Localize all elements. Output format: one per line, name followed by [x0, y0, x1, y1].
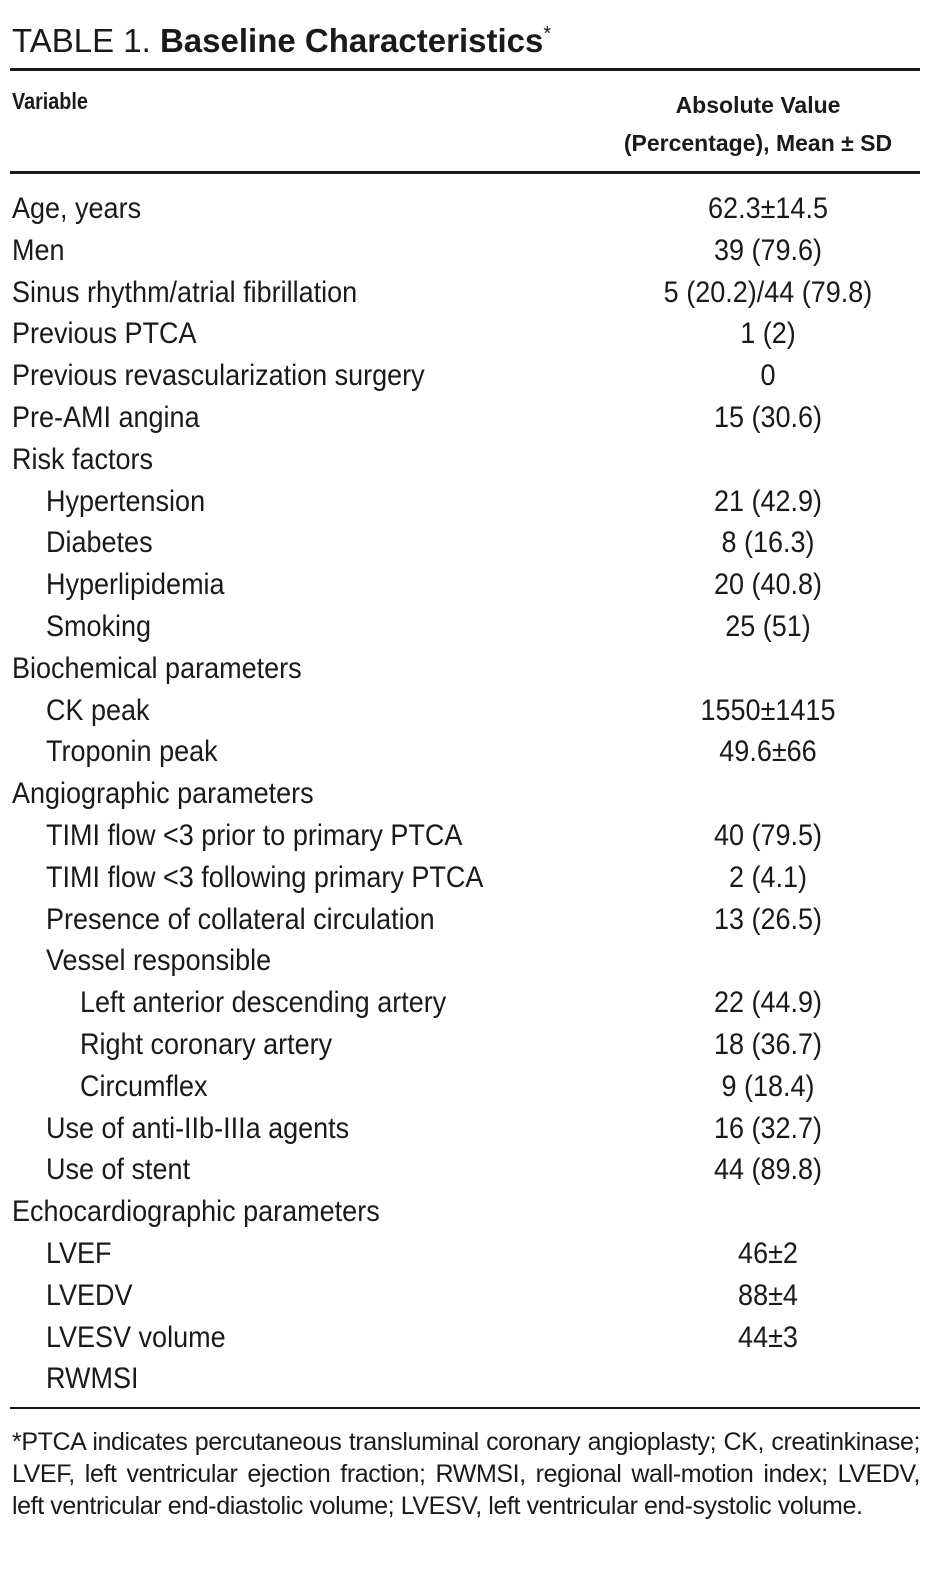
- row-label: TIMI flow <3 prior to primary PTCA: [46, 818, 463, 852]
- row-label: Right coronary artery: [80, 1027, 333, 1061]
- table-row: [0, 731, 952, 773]
- table-row: [0, 1149, 952, 1191]
- row-label: Circumflex: [80, 1069, 208, 1103]
- table-row: [0, 1066, 952, 1108]
- row-value: 18 (36.7): [713, 1027, 823, 1061]
- table-row: [0, 230, 952, 272]
- title-footnote-marker: *: [543, 23, 552, 45]
- table-row: [0, 564, 952, 606]
- row-value: 62.3±14.5: [708, 192, 828, 225]
- row-label: LVESV volume: [46, 1320, 226, 1354]
- table-row: [0, 397, 952, 439]
- table-row: [0, 982, 952, 1024]
- row-value: 9 (18.4): [721, 1069, 815, 1103]
- table-row: [0, 1358, 952, 1400]
- row-label: Echocardiographic parameters: [12, 1195, 380, 1229]
- table-row: [0, 857, 952, 899]
- table-row: [0, 439, 952, 481]
- row-value: 8 (16.3): [721, 526, 815, 560]
- row-label: Previous PTCA: [12, 317, 197, 351]
- table-row: [0, 313, 952, 355]
- table-title-text: Baseline Characteristics: [159, 22, 544, 59]
- table-row: [0, 773, 952, 815]
- table-row: [0, 899, 952, 941]
- row-label: Diabetes: [46, 526, 153, 560]
- row-value: 88±4: [738, 1278, 798, 1312]
- row-value: 21 (42.9): [713, 484, 823, 518]
- table-row: [0, 940, 952, 982]
- row-label: Pre-AMI angina: [12, 400, 200, 434]
- row-label: Use of anti-IIb-IIIa agents: [46, 1111, 350, 1145]
- row-value: 40 (79.5): [713, 818, 823, 852]
- top-rule: [10, 68, 920, 71]
- table-row: [0, 815, 952, 857]
- row-label: CK peak: [46, 693, 150, 727]
- row-label: Men: [12, 233, 65, 267]
- row-value: 13 (26.5): [713, 902, 823, 936]
- row-label: Previous revascularization surgery: [12, 359, 425, 393]
- table-row: [0, 1024, 952, 1066]
- row-label: Left anterior descending artery: [80, 986, 447, 1020]
- row-value: 44 (89.8): [713, 1153, 823, 1187]
- table-row: [0, 272, 952, 314]
- table-footnote: *PTCA indicates percutaneous transluminal coronary angioplasty; CK, creatinkinase; LVEF, left ventricular ejection fraction; RWMSI, regional wall-motion index; LVEDV, left ventricular end-diastolic volume; LVESV, left ventricular end-systolic volume.: [12, 1428, 920, 1520]
- row-label: Use of stent: [46, 1153, 191, 1187]
- header-value-line1: Absolute Value: [675, 92, 841, 118]
- row-value: 22 (44.9): [713, 986, 823, 1020]
- table-row: [0, 522, 952, 564]
- row-value: 44±3: [738, 1320, 798, 1354]
- row-value: 25 (51): [725, 609, 811, 643]
- header-rule: [10, 171, 920, 174]
- row-label: RWMSI: [46, 1362, 139, 1396]
- row-value: 2 (4.1): [728, 860, 808, 894]
- row-label: Smoking: [46, 609, 152, 643]
- row-label: Age, years: [12, 192, 142, 225]
- row-label: Presence of collateral circulation: [46, 902, 435, 936]
- row-label: Vessel responsible: [46, 944, 272, 978]
- row-label: Angiographic parameters: [12, 777, 314, 811]
- row-label: Biochemical parameters: [12, 651, 302, 685]
- table-row: [0, 1275, 952, 1317]
- row-value: 20 (40.8): [713, 568, 823, 602]
- table-row: [0, 481, 952, 523]
- row-value: 46±2: [738, 1236, 798, 1270]
- header-value: [590, 86, 926, 162]
- table-row: [0, 1317, 952, 1359]
- row-label: Risk factors: [12, 442, 154, 476]
- table-title: [12, 14, 551, 61]
- row-value: 39 (79.6): [713, 233, 823, 267]
- row-label: Sinus rhythm/atrial fibrillation: [12, 275, 358, 309]
- table-row: [0, 690, 952, 732]
- row-value: 16 (32.7): [713, 1111, 823, 1145]
- table-row: [0, 1108, 952, 1150]
- table-body: [0, 188, 952, 1400]
- table-label: TABLE 1.: [12, 22, 151, 59]
- table-row: [0, 1233, 952, 1275]
- row-label: Hypertension: [46, 484, 206, 518]
- table-row: [0, 188, 952, 230]
- row-label: Troponin peak: [46, 735, 218, 769]
- row-value: 1 (2): [740, 317, 796, 351]
- row-value: 1550±1415: [700, 693, 836, 727]
- row-label: Hyperlipidemia: [46, 568, 225, 602]
- bottom-rule: [10, 1407, 920, 1409]
- row-label: LVEF: [46, 1236, 112, 1270]
- row-label: TIMI flow <3 following primary PTCA: [46, 860, 484, 894]
- row-value: 15 (30.6): [713, 400, 823, 434]
- table-row: [0, 648, 952, 690]
- row-value: 5 (20.2)/44 (79.8): [663, 275, 873, 309]
- header-variable: Variable: [12, 88, 88, 114]
- table-row: [0, 1191, 952, 1233]
- header-value-line2: (Percentage), Mean ± SD: [623, 130, 893, 156]
- row-value: 49.6±66: [719, 735, 817, 769]
- row-value: 0: [760, 359, 776, 393]
- table-row: [0, 606, 952, 648]
- table-row: [0, 355, 952, 397]
- row-label: LVEDV: [46, 1278, 133, 1312]
